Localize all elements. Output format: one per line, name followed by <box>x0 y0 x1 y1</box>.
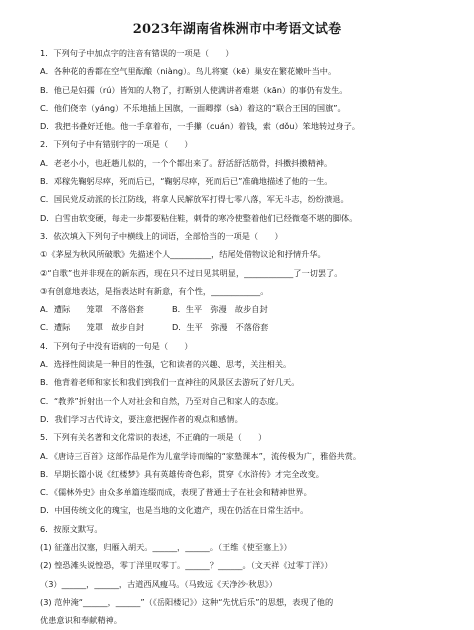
text-line: 优患意识和奉献精神。 <box>40 615 122 626</box>
exam-title: 2023年湖南省株洲市中考语文试卷 <box>132 22 342 37</box>
text-line: 6．按原文默写。 <box>40 523 103 534</box>
q3-option-c: C．遭际 笼罩 故步自封 <box>40 322 144 333</box>
q3-options-row <box>40 300 444 318</box>
text-line: D．白雪由软变硬，每走一步都要粘住鞋，刺骨的寒冷使整着他们已经微毫不堪的脚体。 <box>40 212 358 223</box>
text-line: 3．依次填入下列句子中横线上的词语，全部恰当的一项是（ ） <box>40 230 283 241</box>
question-list <box>40 44 444 630</box>
text-line: B．早期长篇小说《红楼梦》具有英雄传奇色彩，贯穿《水浒传》才完全改变。 <box>40 468 324 479</box>
text-line: (2) 惶恐滩头说惶恐，零丁洋里叹零丁。______？______。（文天祥《过零丁洋》） <box>40 560 333 571</box>
text-line: A．《唐诗三百首》这部作品是作为儿童学诗而编的“家塾课本”，流传极为广，雅俗共赏。 <box>40 450 362 461</box>
text-line: 5．下列有关名著和文化常识的表述，不正确的一项是（ ） <box>40 432 267 443</box>
text-line: ②“自歌”也并非现在的新东西，现在只不过日见其明显，____________了一切罢了。 <box>40 267 343 278</box>
text-line: 4．下列句子中没有语病的一句是（ ） <box>40 340 193 351</box>
text-line: (1) 征蓬出汉塞，归雁入胡天。______，______。（王维《使至塞上》） <box>40 542 292 553</box>
q3-option-b: B．生平 弥漫 故步自封 <box>172 304 268 315</box>
q3-options-row <box>40 318 444 336</box>
text-line: 1．下列句子中加点字的注音有错误的一项是（ ） <box>40 48 234 58</box>
text-line: B．他已是妇孺（rú）皆知的人物了，打断别人使满讲者难堪（kān）的事仍有发生。 <box>40 84 348 95</box>
text-line: A．各种花的香都在空气里酝酿（niàng）。鸟儿将窠（kē）巢安在繁花嫩叶当中。 <box>40 66 337 77</box>
text-line: B．他背着老师和家长和我们到我们一直神往的风景区去游玩了好几天。 <box>40 377 300 388</box>
text-line: (3) 范仲淹“______，______”（《岳阳楼记》）这种“先忧后乐”的思想，表现了他的 <box>40 596 334 607</box>
text-line: D．我把书叠好迁他。他一手拿着布，一手攥（cuán）着钱，索（dǒu）笨地转过身子。 <box>40 121 360 132</box>
text-line: D．我们学习古代诗文，要注意把握作者的观点和感情。 <box>40 413 243 424</box>
text-line: C．《儒林外史》由众多单篇连缀而成，表现了普通士子在社会和精神世界。 <box>40 487 312 498</box>
text-line: （3）______，______，古道西风瘦马。（马致远《天净沙·秋思》） <box>40 578 278 589</box>
text-line: A．老老小小，也赶趟儿似的，一个个都出来了。舒活舒活筋骨，抖擞抖擞精神。 <box>40 157 333 168</box>
text-line: ③有创意地表达，是指表达时有新意，有个性，____________。 <box>40 285 269 296</box>
q3-option-a: A．遭际 笼罩 不落俗套 <box>40 304 144 315</box>
text-line: 2．下列句子中有错别字的一项是（ ） <box>40 139 193 150</box>
text-line: B．邓稼先鞠躬尽瘁，死而后已，“鞠躬尽瘁，死而后已”准确地描述了他的一生。 <box>40 176 333 187</box>
text-line: C．他们侥幸（yáng）不乐地插上国旗，一面卿撑（sà）着这的“联合王国的国旗”。 <box>40 102 346 113</box>
text-line: C．国民党反动派的长江防线，将拿人民解放军打得七零八落，军无斗志，纷纷溃退。 <box>40 194 349 205</box>
text-line: D．中国传统文化的瑰宝，也是当地的文化遗产，现在仍活在日常生活中。 <box>40 505 309 516</box>
text-line: ①《茅屋为秋风所破歌》先描述个人__________，结尾处借物议论和抒情升华。 <box>40 249 326 260</box>
text-line: A．选择性阅读是一种目的性强，它和读者的兴趣、思考，关注相关。 <box>40 359 292 370</box>
text-line: C．“教养”折射出一个人对社会和自然，乃至对自己和家人的态度。 <box>40 395 284 406</box>
q3-option-d: D．生平 弥漫 不落俗套 <box>172 322 269 333</box>
